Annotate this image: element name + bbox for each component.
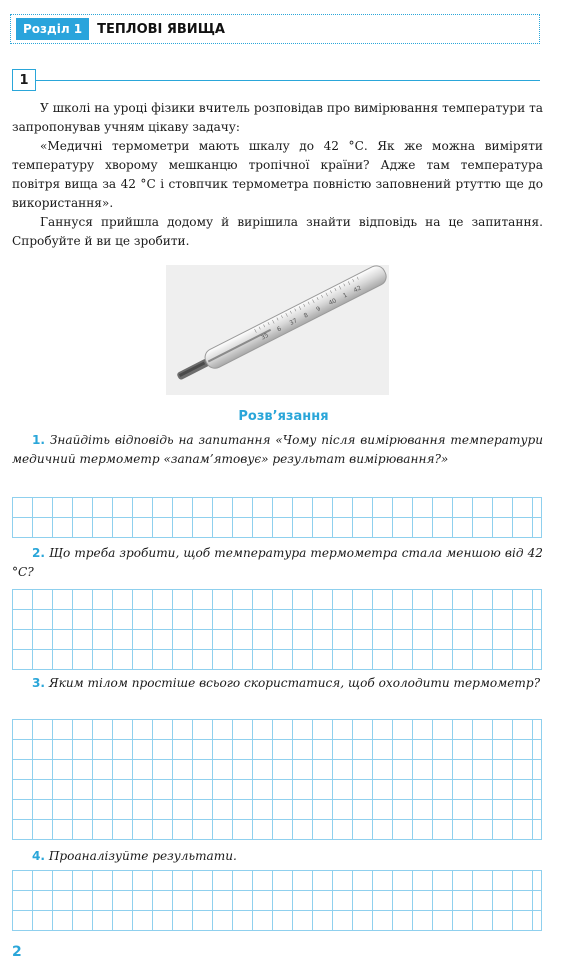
answer-grid-4[interactable] [12, 870, 542, 931]
task-paragraph: У школі на уроці фізики вчитель розповідав про вимірювання температури та запропонував учням цікаву задачу: [12, 101, 543, 134]
scale-label: 42 [352, 284, 363, 295]
scale-label: 1 [341, 291, 349, 300]
question-text: Проаналізуйте результати. [48, 849, 237, 863]
question-number: 1. [32, 433, 46, 447]
answer-grid-2[interactable] [12, 589, 542, 670]
solution-title: Розв’язання [238, 409, 329, 424]
task-paragraph: Ганнуся прийшла додому й вирішила знайти відповідь на це запитання. Спробуйте й ви це зробити. [12, 215, 543, 248]
task-text [12, 99, 543, 251]
question-2 [12, 544, 543, 582]
thermometer-image [166, 265, 389, 395]
question-number: 2. [32, 546, 46, 560]
task-number: 1 [12, 69, 36, 91]
question-text: Знайдіть відповідь на запитання «Чому після вимірювання температури медичний термометр «запам’ятовує» результат вимірювання?» [12, 433, 543, 466]
page-number: 2 [12, 944, 22, 960]
thermometer-illustration [166, 265, 389, 395]
task-paragraph: «Медичні термометри мають шкалу до 42 °С. Як же можна виміряти температуру хворому мешканцю тропічної країни? Адже там температура повітря вища за 42 °С і стовпчик термометра повністю заповнений ртуттю ще до використання». [12, 139, 543, 210]
question-1 [12, 431, 543, 469]
task-divider [36, 80, 540, 81]
scale-label: 8 [302, 311, 310, 320]
answer-grid-1[interactable] [12, 497, 542, 538]
question-3 [12, 674, 543, 693]
scale-label: 6 [276, 325, 283, 334]
question-number: 4. [32, 849, 46, 863]
section-badge: Розділ 1 [16, 18, 89, 40]
answer-grid-3[interactable] [12, 719, 542, 840]
scale-label: 37 [288, 317, 299, 327]
question-number: 3. [32, 676, 46, 690]
section-title: ТЕПЛОВІ ЯВИЩА [97, 21, 225, 37]
question-4 [12, 847, 543, 866]
scale-label: 40 [327, 297, 338, 307]
question-text: Що треба зробити, щоб температура термометра стала меншою від 42 °С? [12, 546, 543, 579]
scale-label: 9 [315, 305, 322, 314]
chapter-header [10, 14, 540, 44]
question-text: Яким тілом простіше всього скористатися, щоб охолодити термометр? [48, 676, 541, 690]
scale-label: 35 [259, 331, 270, 342]
